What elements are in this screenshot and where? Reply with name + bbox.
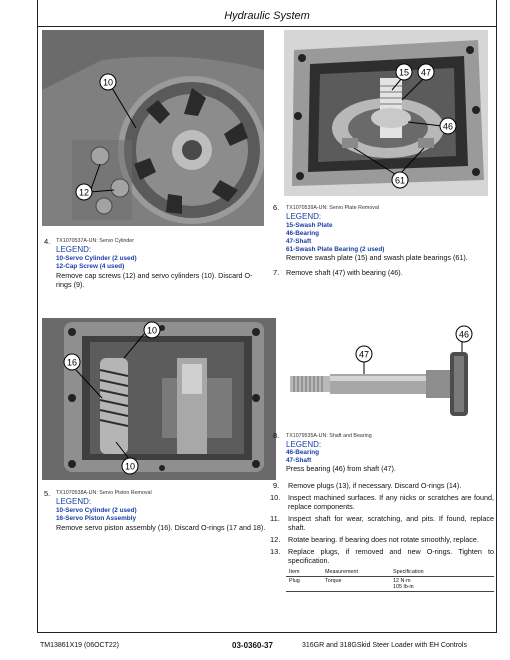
callout-12: 12: [78, 187, 90, 198]
table-cell: Plug: [286, 577, 322, 592]
callout-46: 46: [442, 121, 454, 132]
step-4-legend-title: LEGEND:: [56, 245, 92, 254]
step-4-number: 4.: [44, 237, 51, 246]
step-7-text: Remove shaft (47) with bearing (46).: [286, 268, 403, 277]
step-8-legend-title: LEGEND:: [286, 440, 322, 449]
callout-16: 16: [66, 357, 78, 368]
step-4-legend-item: 12-Cap Screw (4 used): [56, 263, 125, 270]
footer-manual-id: TM13861X19 (06OCT22): [40, 642, 119, 649]
step-11-number: 11.: [270, 514, 280, 523]
spec-value-cell: [390, 577, 494, 592]
step-8-image-id: TX1079535A-UN: Shaft and Bearing: [286, 433, 372, 439]
servo-cylinder-photo: [42, 30, 264, 226]
table-header-row: [286, 568, 494, 577]
step-13-text: Replace plugs, if removed and new O-rings. Tighten to specification.: [288, 547, 494, 565]
spec-value-metric: 12 N·m: [393, 578, 411, 584]
page-border-right: [496, 0, 497, 632]
table-header: Item: [286, 568, 322, 577]
step-8-text: Press bearing (46) from shaft (47).: [286, 464, 396, 473]
page-border-bottom: [37, 632, 497, 633]
specification-table: [286, 568, 494, 592]
step-12-text: Rotate bearing. If bearing does not rotate smoothly, replace.: [288, 535, 479, 544]
step-4-image-id: TX1070537A-UN: Servo Cylinder: [56, 238, 135, 244]
table-header: Specification: [390, 568, 494, 577]
step-12-number: 12.: [270, 535, 281, 544]
step-8-legend-item: 46-Bearing: [286, 449, 320, 456]
callout-61: 61: [394, 175, 406, 186]
shaft-bearing-photo: [284, 318, 488, 424]
step-6-image-id: TX1070539A-UN: Servo Plate Removal: [286, 205, 380, 211]
footer-machine-title: 316GR and 318GSkid Steer Loader with EH Controls: [302, 642, 467, 649]
step-5-text: Remove servo piston assembly (16). Discard O-rings (17 and 18).: [56, 523, 266, 532]
callout-47: 47: [420, 67, 432, 78]
step-4-text: Remove cap screws (12) and servo cylinders (10). Discard O-rings (9).: [56, 271, 253, 289]
footer-page-number: 03-0360-37: [232, 641, 273, 650]
step-4-legend-item: 10-Servo Cylinder (2 used): [56, 255, 137, 262]
callout-47: 47: [358, 349, 370, 360]
step-9-text: Remove plugs (13), if necessary. Discard O-rings (14).: [288, 481, 462, 490]
table-header: Measurement: [322, 568, 390, 577]
step-6-legend-item: 15-Swash Plate: [286, 222, 333, 229]
step-10-text: Inspect machined surfaces. If any nicks or scratches are found, replace components.: [288, 493, 494, 511]
step-9-number: 9.: [273, 481, 280, 490]
callout-15: 15: [398, 67, 410, 78]
page-title: Hydraulic System: [224, 10, 310, 22]
step-6-text: Remove swash plate (15) and swash plate bearings (61).: [286, 253, 468, 262]
servo-piston-photo: [42, 318, 276, 480]
table-row: [286, 577, 494, 592]
step-5-legend-item: 10-Servo Cylinder (2 used): [56, 507, 137, 514]
step-6-legend-item: 47-Shaft: [286, 238, 312, 245]
header-rule: [37, 26, 497, 27]
step-5-legend-item: 16-Servo Piston Assembly: [56, 515, 137, 522]
callout-10: 10: [102, 77, 114, 88]
step-6-legend-item: 61-Swash Plate Bearing (2 used): [286, 246, 385, 253]
step-10-number: 10.: [270, 493, 281, 502]
step-5-number: 5.: [44, 489, 51, 498]
step-8-legend-item: 47-Shaft: [286, 457, 312, 464]
table-cell: Torque: [322, 577, 390, 592]
swash-plate-photo: [284, 30, 488, 196]
step-11-text: Inspect shaft for wear, scratching, and pits. If found, replace shaft.: [288, 514, 494, 532]
callout-10: 10: [146, 325, 158, 336]
step-6-legend-item: 46-Bearing: [286, 230, 320, 237]
step-6-legend-title: LEGEND:: [286, 212, 322, 221]
step-6-number: 6.: [273, 203, 280, 212]
step-5-legend-title: LEGEND:: [56, 497, 92, 506]
spec-value-imperial: 105 lb-in: [393, 584, 414, 590]
callout-10: 10: [124, 461, 136, 472]
step-5-image-id: TX1070538A-UN: Servo Piston Removal: [56, 490, 152, 496]
step-13-number: 13.: [270, 547, 281, 556]
page-border-left: [37, 0, 38, 632]
step-7-number: 7.: [273, 268, 280, 277]
callout-46: 46: [458, 329, 470, 340]
step-8-number: 8.: [273, 431, 280, 440]
